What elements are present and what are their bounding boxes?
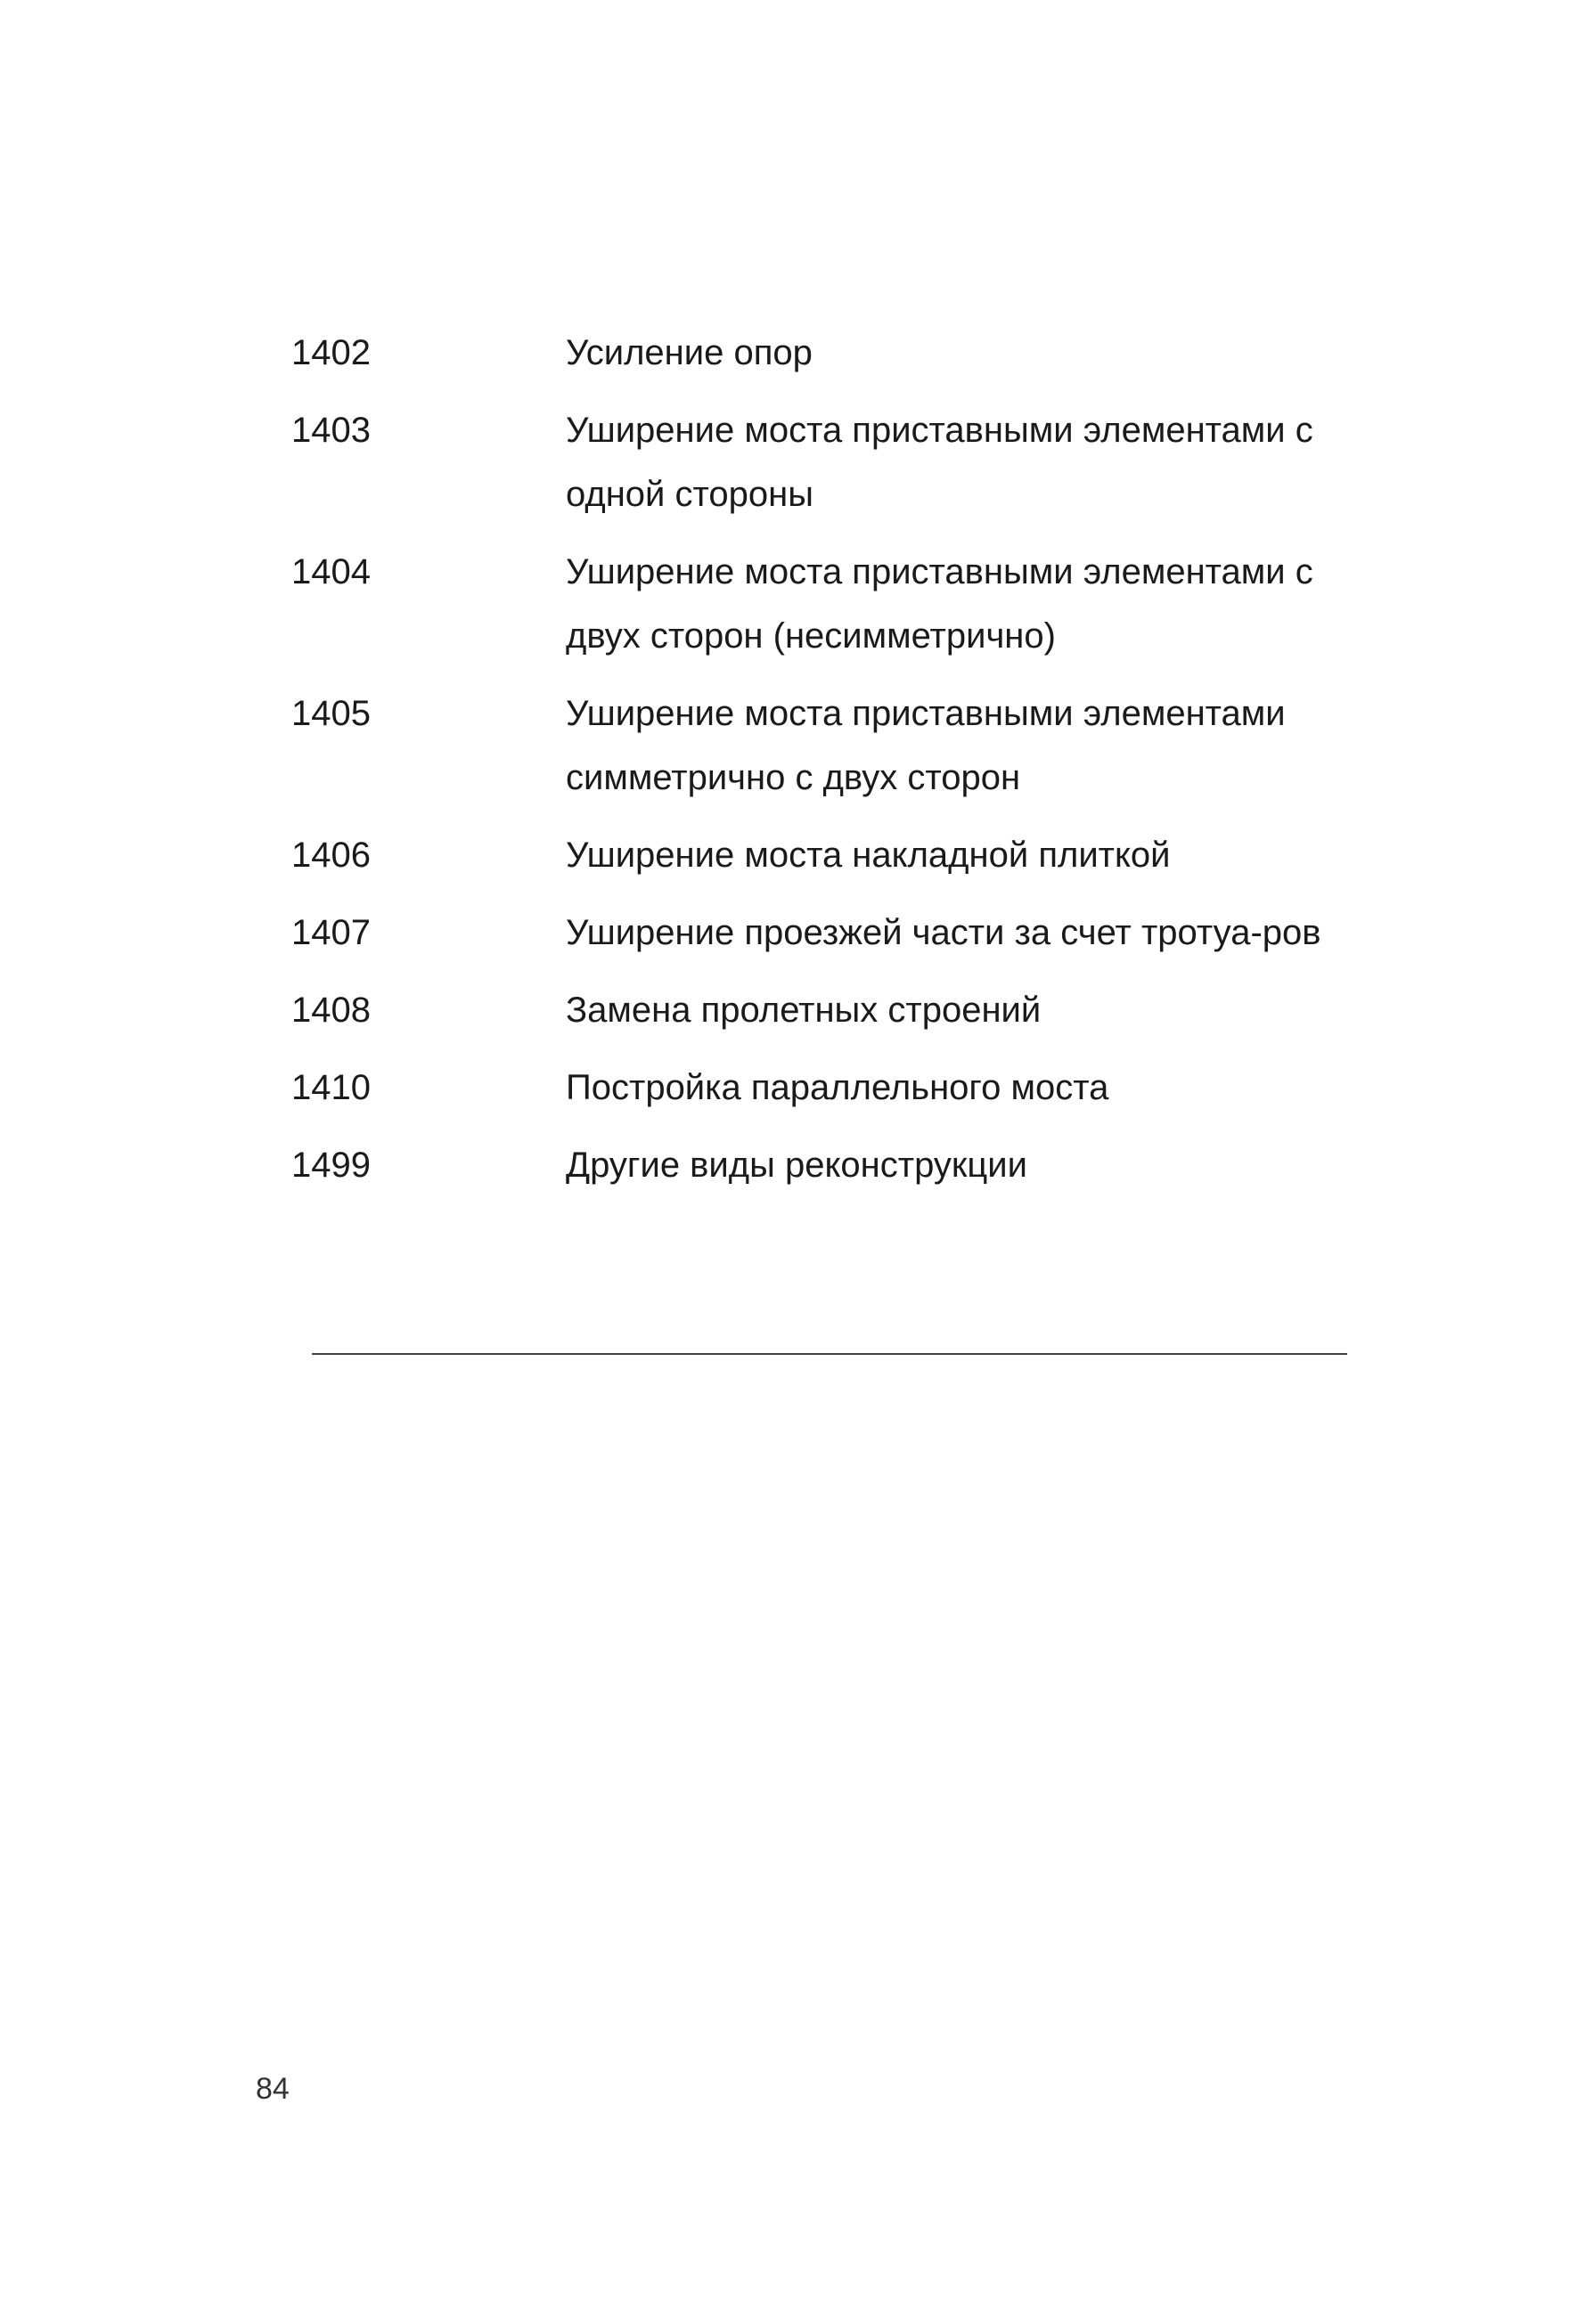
entry-description: Замена пролетных строений [566, 991, 1042, 1030]
entry-description: Уширение моста приставными элементами с одной стороны [566, 411, 1313, 514]
entry-description: Уширение моста приставными элементами симметрично с двух сторон [566, 694, 1286, 797]
entry-description: Постройка параллельного моста [566, 1068, 1109, 1107]
entry-description: Усиление опор [566, 333, 813, 372]
list-item [291, 681, 1361, 810]
list-item [291, 823, 1361, 887]
entry-description: Уширение моста накладной плиткой [566, 836, 1171, 875]
page-number: 84 [256, 2072, 290, 2106]
horizontal-rule [258, 1353, 1347, 1355]
entry-description: Уширение проезжей части за счет тротуа-ров [566, 913, 1321, 952]
entry-code: 1408 [291, 991, 371, 1030]
entry-description: Уширение моста приставными элементами с двух сторон (несимметрично) [566, 552, 1313, 656]
list-item [291, 321, 1361, 385]
entry-code: 1410 [291, 1068, 371, 1107]
entry-code: 1499 [291, 1146, 371, 1185]
entry-code: 1407 [291, 913, 371, 952]
list-item [291, 978, 1361, 1042]
entry-code: 1404 [291, 552, 371, 591]
rule-gap [258, 1353, 312, 1356]
entry-code: 1406 [291, 836, 371, 875]
entry-code: 1403 [291, 411, 371, 450]
list-item [291, 901, 1361, 965]
entry-description: Другие виды реконструкции [566, 1146, 1027, 1185]
entry-code: 1405 [291, 694, 371, 733]
reconstruction-code-list [291, 321, 1361, 1211]
list-item [291, 540, 1361, 668]
list-item [291, 398, 1361, 526]
entry-code: 1402 [291, 333, 371, 372]
list-item [291, 1056, 1361, 1120]
list-item [291, 1133, 1361, 1197]
